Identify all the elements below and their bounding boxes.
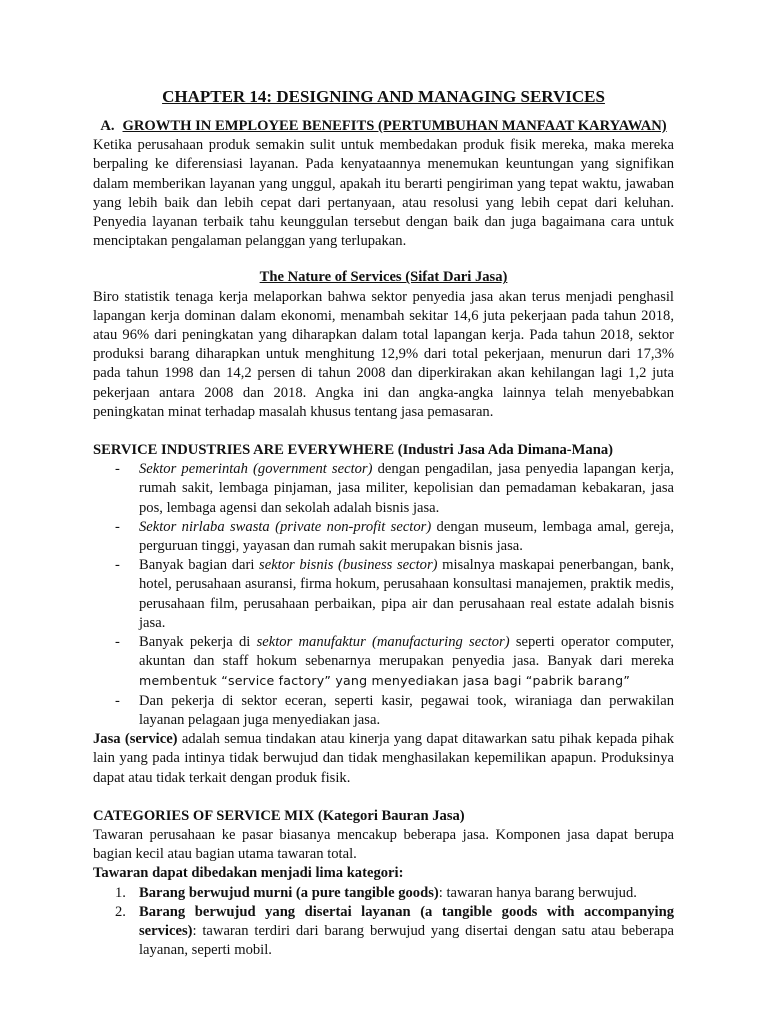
item-emphasis: sektor bisnis (business sector): [259, 557, 438, 574]
item-emphasis: Sektor pemerintah (government sector): [139, 461, 373, 478]
jasa-definition: [93, 730, 674, 788]
industries-heading: [93, 441, 674, 460]
item-emphasis: Sektor nirlaba swasta (private non-profit sector): [139, 518, 432, 535]
categories-heading-rest: (Kategori Bauran Jasa): [314, 807, 465, 824]
nature-paragraph: Biro statistik tenaga kerja melaporkan bahwa sektor penyedia jasa akan terus menjadi penghasil lapangan kerja dominan dalam ekonomi, menambah sekitar 14,6 juta pekerjaan pada tahun 2018, atau 96% dari peningkatan yang diharapkan dalam total lapangan kerja. Pada tahun 2018, sektor produksi barang diharapkan untuk menghitung 12,9% dari total pekerjaan, menurun dari 17,3% pada tahun 1998 dan 14,2 persen di tahun 2008 dan diperkirakan akan kehilangan lagi 1,2 juta pekerjaan antara 2008 dan 2018. Angka ini dan angka-angka lainnya telah menyebabkan peningkatan minat terhadap masalah khusus tentang jasa pemasaran.: [93, 288, 674, 420]
section-a-heading-text: GROWTH IN EMPLOYEE BENEFITS (PERTUMBUHAN MANFAAT KARYAWAN): [122, 118, 667, 134]
list-item: [93, 692, 674, 730]
list-item: [93, 633, 674, 692]
industries-heading-rest: (Industri Jasa Ada Dimana-Mana): [394, 442, 613, 459]
list-number: 1.: [115, 884, 126, 901]
item-sans-text: membentuk “service factory” yang menyediakan jasa bagi “pabrik barang”: [139, 673, 631, 689]
categories-heading: [93, 807, 674, 826]
list-number: 2.: [115, 903, 126, 920]
industries-list: [93, 460, 674, 730]
categories-list-heading: Tawaran dapat dibedakan menjadi lima kategori:: [93, 865, 404, 882]
dash-bullet: -: [115, 518, 120, 535]
item-text: Banyak pekerja di: [139, 634, 257, 651]
item-text: seperti operator computer, akuntan dan staff hokum sebenarnya merupakan penyedia jasa. Banyak dari mereka: [139, 634, 674, 670]
categories-heading-bold: CATEGORIES OF SERVICE MIX: [93, 807, 315, 824]
item-emphasis: sektor manufaktur (manufacturing sector): [256, 634, 510, 651]
item-text: misalnya maskapai penerbangan, bank, hotel, perusahaan asuransi, firma hokum, perusahaan konsultasi manajemen, praktik medis, perusahaan film, perusahaan perbaikan, pipa air dan perusahaan real estate adalah bisnis jasa.: [139, 557, 674, 631]
chapter-title: CHAPTER 14: DESIGNING AND MANAGING SERVICES: [162, 87, 605, 106]
item-text: : tawaran terdiri dari barang berwujud yang disertai dengan satu atau beberapa layanan, seperti mobil.: [139, 922, 674, 959]
section-a-paragraph: Ketika perusahaan produk semakin sulit untuk membedakan produk fisik mereka, maka mereka berpaling ke diferensiasi layanan. Pada kenyataannya menemukan keuntungan yang signifikan dalam memberikan layanan yang unggul, apakah itu berarti pengiriman yang tepat waktu, jawaban yang lebih baik dan lebih cepat dari pertanyaan, atau resolusi yang lebih cepat dari keluhan. Penyedia layanan terbaik tahu keunggulan tersebut dengan baik dan juga bagaimana cara untuk menciptakan pengalaman pelanggan yang terlupakan.: [93, 137, 674, 250]
list-item: [93, 556, 674, 633]
industries-heading-bold: SERVICE INDUSTRIES ARE EVERYWHERE: [93, 442, 395, 459]
item-text: : tawaran hanya barang berwujud.: [438, 884, 637, 901]
list-item: [93, 460, 674, 518]
dash-bullet: -: [115, 692, 120, 709]
item-text: dengan museum, lembaga amal, gereja, perguruan tinggi, yayasan dan rumah sakit merupakan bisnis jasa.: [139, 518, 674, 555]
item-text: dengan pengadilan, jasa penyedia lapangan kerja, rumah sakit, lembaga pinjaman, jasa militer, kepolisian dan pemadaman kebakaran, jasa pos, lembaga agensi dan sekolah adalah bisnis jasa.: [139, 461, 674, 516]
jasa-definition-text: adalah semua tindakan atau kinerja yang dapat ditawarkan satu pihak kepada pihak lain yang pada intinya tidak berwujud dan tidak menghasilakan kepemilikan apapun. Produksinya dapat atau tidak terkait dengan produk fisik.: [93, 731, 674, 786]
list-item: [93, 518, 674, 556]
section-a-letter: A.: [100, 118, 115, 134]
list-item: [93, 884, 674, 903]
categories-paragraph: Tawaran perusahaan ke pasar biasanya mencakup beberapa jasa. Komponen jasa dapat berupa bagian kecil atau bagian utama tawaran total.: [93, 826, 674, 863]
nature-heading: The Nature of Services (Sifat Dari Jasa): [259, 269, 508, 286]
jasa-term: Jasa (service): [93, 731, 178, 748]
item-bold: Barang berwujud yang disertai layanan (a tangible goods with accompanying services): [139, 903, 674, 939]
dash-bullet: -: [115, 634, 120, 651]
dash-bullet: -: [115, 461, 120, 478]
dash-bullet: -: [115, 557, 120, 574]
section-a-heading: [93, 117, 674, 136]
item-bold: Barang berwujud murni (a pure tangible goods): [139, 884, 439, 901]
item-text: Banyak bagian dari: [139, 557, 260, 574]
categories-list: [93, 884, 674, 961]
item-text: Dan pekerja di sektor eceran, seperti kasir, pegawai took, wiraniaga dan perwakilan layanan pelagaan juga menyediakan jasa.: [139, 692, 674, 728]
list-item: [93, 903, 674, 961]
